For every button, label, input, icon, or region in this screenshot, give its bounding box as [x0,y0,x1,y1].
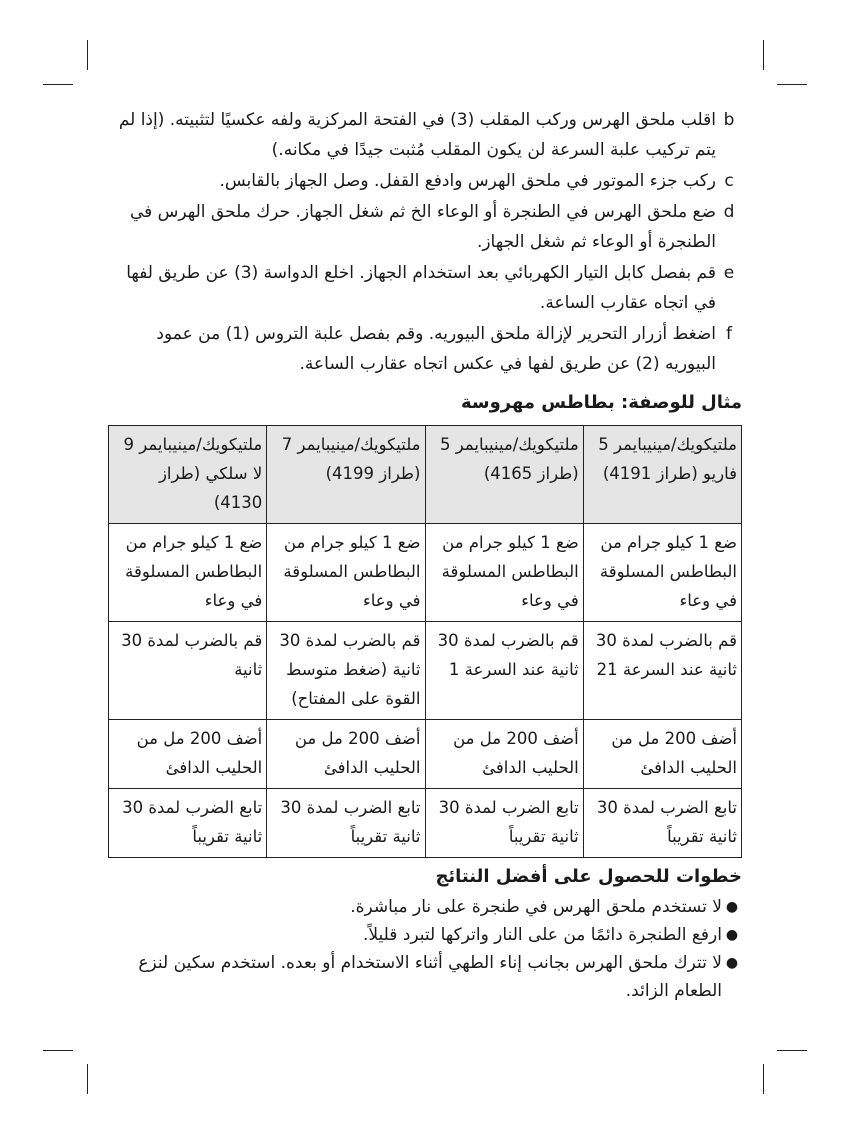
tips-title: خطوات للحصول على أفضل النتائج [435,866,742,887]
crop-mark [763,40,764,70]
table-cell: ضع 1 كيلو جرام من البطاطس المسلوقة في وعاء [425,524,583,622]
list-item [130,949,742,1005]
step-c [110,166,742,196]
table-cell: تابع الضرب لمدة 30 ثانية تقريباً [267,789,425,858]
table-row [109,524,742,622]
bullet-icon: ● [725,927,739,943]
table-cell: قم بالضرب لمدة 30 ثانية عند السرعة 21 [583,622,741,720]
tip-text: لا تترك ملحق الهرس بجانب إناء الطهي أثناء الاستخدام أو بعده. استخدم سكين لنزع الطعام الزائد. [138,953,722,1001]
table-cell: قم بالضرب لمدة 30 ثانية [109,622,267,720]
step-text: اقلب ملحق الهرس وركب المقلب (3) في الفتحة المركزية ولفه عكسيًا لتثبيته. (إذا لم يتم تركيب علبة السرعة لن يكون المقلب مُثبت جيدًا في مكانه.) [118,110,716,160]
step-letter: b [723,110,735,130]
list-item [130,893,742,921]
bullet-icon: ● [725,899,739,915]
step-text: ركب جزء الموتور في ملحق الهرس وادفع القفل. وصل الجهاز بالقابس. [219,171,716,191]
table-header-cell: ملتيكويك/مينيبايمر 5 (طراز 4165) [425,426,583,524]
list-item [130,921,742,949]
table-cell: قم بالضرب لمدة 30 ثانية عند السرعة 1 [425,622,583,720]
step-d [110,197,742,257]
step-letter: f [726,324,732,344]
crop-mark [43,1050,73,1051]
table-header-cell: ملتيكويك/مينيبايمر 9 لا سلكي (طراز 4130) [109,426,267,524]
table-cell: ضع 1 كيلو جرام من البطاطس المسلوقة في وعاء [583,524,741,622]
table-cell: تابع الضرب لمدة 30 ثانية تقريباً [425,789,583,858]
crop-mark [87,40,88,70]
crop-mark [763,1064,764,1094]
table-cell: تابع الضرب لمدة 30 ثانية تقريباً [583,789,741,858]
tip-text: ارفع الطنجرة دائمًا من على النار واتركها لتبرد قليلاً. [363,925,722,945]
step-text: اضغط أزرار التحرير لإزالة ملحق البيوريه. وقم بفصل علبة التروس (1) من عمود البيوريه (2) عن طريق لفها في عكس اتجاه عقارب الساعة. [156,324,716,374]
instruction-steps [110,105,742,380]
crop-mark [777,1050,807,1051]
step-b [110,105,742,165]
step-text: ضع ملحق الهرس في الطنجرة أو الوعاء الخ ثم شغل الجهاز. حرك ملحق الهرس في الطنجرة أو الوعاء ثم شغل الجهاز. [129,202,716,252]
table-header-row [109,426,742,524]
crop-mark [87,1064,88,1094]
step-letter: c [724,171,734,191]
table-cell: أضف 200 مل من الحليب الدافئ [109,720,267,789]
tip-text: لا تستخدم ملحق الهرس في طنجرة على نار مباشرة. [350,897,722,917]
crop-mark [43,84,73,85]
step-letter: d [723,202,735,222]
step-f [110,319,742,379]
step-letter: e [723,263,735,283]
table-row [109,622,742,720]
table-header-cell: ملتيكويك/مينيبايمر 5 فاريو (طراز 4191) [583,426,741,524]
table-header-cell: ملتيكويك/مينيبايمر 7 (طراز 4199) [267,426,425,524]
table-row [109,720,742,789]
bullet-icon: ● [725,955,739,971]
table-cell: ضع 1 كيلو جرام من البطاطس المسلوقة في وعاء [267,524,425,622]
table-cell: قم بالضرب لمدة 30 ثانية (ضغط متوسط القوة على المفتاح) [267,622,425,720]
step-e [110,258,742,318]
table-row [109,789,742,858]
table-cell: ضع 1 كيلو جرام من البطاطس المسلوقة في وعاء [109,524,267,622]
table-cell: أضف 200 مل من الحليب الدافئ [583,720,741,789]
recipe-title: مثال للوصفة: بطاطس مهروسة [460,392,742,413]
step-text: قم بفصل كابل التيار الكهربائي بعد استخدام الجهاز. اخلع الدواسة (3) عن طريق لفها في اتجاه عقارب الساعة. [126,263,716,313]
crop-mark [777,84,807,85]
recipe-table [108,425,742,858]
table-cell: أضف 200 مل من الحليب الدافئ [267,720,425,789]
table-cell: تابع الضرب لمدة 30 ثانية تقريباً [109,789,267,858]
table-cell: أضف 200 مل من الحليب الدافئ [425,720,583,789]
tips-list [130,893,742,1005]
